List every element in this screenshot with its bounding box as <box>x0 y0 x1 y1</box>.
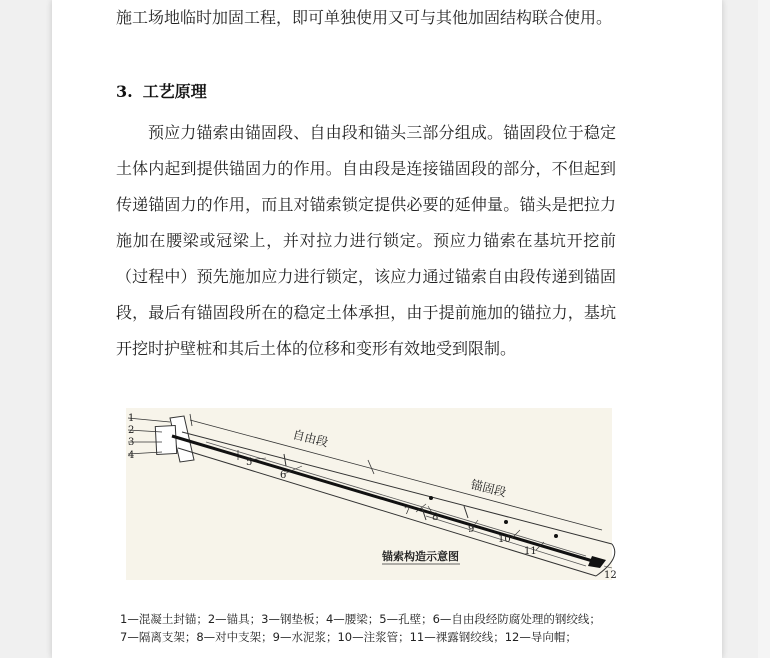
label-anchor-section: 锚固段 <box>469 477 508 500</box>
diagram-number-1: 1 <box>128 413 135 424</box>
section-title: 工艺原理 <box>142 82 207 101</box>
diagram-number-6: 6 <box>280 470 287 481</box>
paragraph-principle: 预应力锚索由锚固段、自由段和锚头三部分组成。锚固段位于稳定土体内起到提供锚固力的作用。自由段是连接锚固段的部分，不但起到传递锚固力的作用，而且对锚索锁定提供必要的延伸量。锚头是把拉力施加在腰梁或冠梁上，并对拉力进行锁定。预应力锚索在基坑开挖前（过程中）预先施加应力进行锁定，该应力通过锚索自由段传递到锚固段，最后有锚固段所在的稳定土体承担，由于提前施加的锚拉力，基坑开挖时护壁桩和其后土体的位移和变形有效地受到限制。 <box>116 123 616 358</box>
anchor-diagram <box>126 408 617 581</box>
steel-strand <box>172 436 606 568</box>
diagram-number-2: 2 <box>128 425 135 436</box>
diagram-number-7: 7 <box>404 506 411 517</box>
dimension-line <box>190 414 602 530</box>
section-heading <box>116 78 207 106</box>
paragraph-intro-tail: 施工场地临时加固工程，即可单独使用又可与其他加固结构联合使用。 <box>116 8 613 27</box>
diagram-number-9: 9 <box>468 524 475 535</box>
diagram-number-3: 3 <box>128 437 135 448</box>
legend-line-2: 7—隔离支架；8—对中支架；9—水泥浆；10—注浆管；11—裸露钢绞线；12—导向帽； <box>120 630 577 644</box>
diagram-number-5: 5 <box>246 457 253 468</box>
label-free-section: 自由段 <box>291 427 330 450</box>
anchor-structure-figure <box>126 408 617 581</box>
legend-line-1: 1—混凝土封锚；2—锚具；3—钢垫板；4—腰梁；5—孔壁；6—自由段经防腐处理的钢绞线； <box>120 612 601 626</box>
section-number: 3. <box>116 82 133 101</box>
document-page <box>52 0 722 658</box>
vertical-scrollbar[interactable] <box>758 0 770 658</box>
diagram-number-10: 10 <box>498 534 511 545</box>
diagram-number-8: 8 <box>432 512 439 523</box>
figure-caption: 锚索构造示意图 <box>382 550 459 563</box>
spacers <box>284 454 558 538</box>
diagram-number-4: 4 <box>128 450 135 461</box>
diagram-number-11: 11 <box>524 546 537 557</box>
figure-legend <box>120 610 640 646</box>
diagram-number-12: 12 <box>604 570 617 581</box>
